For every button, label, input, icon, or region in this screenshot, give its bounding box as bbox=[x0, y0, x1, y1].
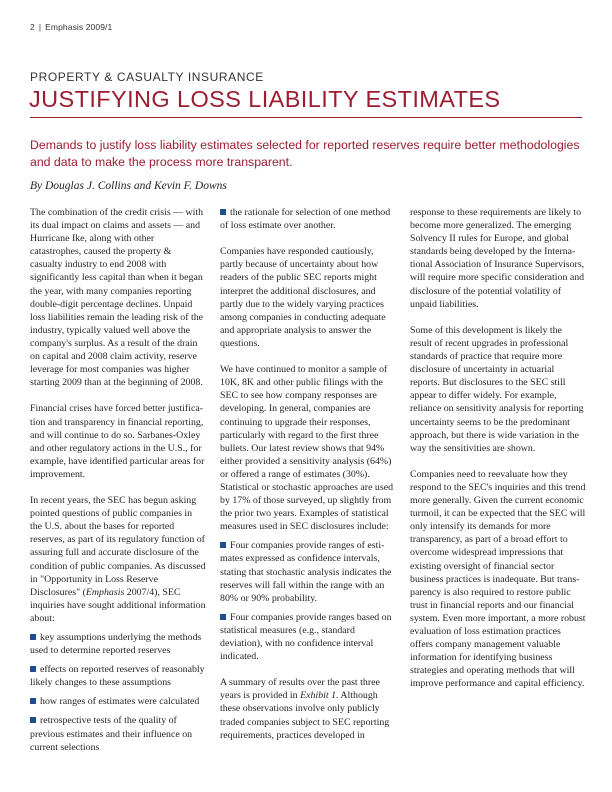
column-2 bbox=[220, 206, 396, 755]
square-bullet-icon bbox=[220, 209, 226, 215]
bullet-item bbox=[30, 695, 206, 708]
square-bullet-icon bbox=[30, 666, 36, 672]
paragraph: Companies have responded cautiously, partly because of uncertainty about how readers of the public SEC reports might interpret the additional disclosures, and partly due to the widely varying practices among companies in conducting adequate and appropriate analysis to answer the questions. bbox=[220, 246, 386, 349]
paragraph: Companies need to reevaluate how they respond to the SEC's inquiries and this trend more generally. Given the current economic turmoil, it can be expected that the SEC will only intensify its demands for more transparency, as part of a broad effort to overcome widespread impressions that existing oversight of financial sector business practices is inadequate. But transparency is also required to restore public trust in financial reports and our financial system. Even more important, a more robust evaluation of loss estimation practices offers company management valuable information for identifying business strategies and operating methods that will improve performance and capital efficiency. bbox=[410, 468, 586, 690]
paragraph: We have continued to monitor a sample of 10K, 8K and other public filings with the SEC to see how company responses are developing. In general, companies are continuing to upgrade their responses, particularly with regard to the first three bullets. Our latest review shows that 94% either provided a sensitivity analysis (64%) or offered a range of estimates (30%). Statistical or stochastic approaches are used by 17% of those surveyed, up slightly from the prior two years. Examples of statistical measures used in SEC disclosures include: bbox=[220, 364, 394, 533]
byline: By Douglas J. Collins and Kevin F. Downs bbox=[30, 180, 227, 192]
square-bullet-icon bbox=[220, 542, 226, 548]
paragraph: response to these requirements are likely to become more generalized. The emerging Solvency II rules for Europe, and global standards being developed by the International Association of Insurance Supervisors, will require more specific consideration and disclosure of the potential volatility of unpaid liabilities. bbox=[410, 207, 585, 310]
text-run: A summary of results over the past three years is provided in bbox=[220, 677, 380, 702]
publication-reference: Emphasis bbox=[85, 586, 125, 598]
square-bullet-icon bbox=[30, 717, 36, 723]
bullet-text: Four companies provide ranges based on statistical measures (e.g., standard deviation), with no confidence interval indicated. bbox=[220, 611, 392, 663]
paragraph bbox=[220, 676, 396, 741]
paragraph bbox=[30, 494, 206, 625]
page-header bbox=[30, 22, 112, 32]
text-run: In recent years, the SEC has begun asking pointed questions of public companies in the U.S. about the bases for reported reserves, as part of its regulatory function of assuring full and accurate disclosure of the condition of public companies. As discussed in "Opportunity in Loss Reserve Disclosures" ( bbox=[30, 495, 206, 598]
paragraph: Some of this development is likely the result of recent upgrades in professional standards of practice that require more disclosure of uncertainty in actuarial reports. But disclosures to the SEC still appear to differ widely. For example, reliance on sensitivity analysis for reporting uncertainty seems to be the predominant approach, but there is wide variation in the way the sensitivities are shown. bbox=[410, 324, 584, 454]
bullet-item bbox=[220, 539, 396, 604]
bullet-text: retrospective tests of the quality of previous estimates and their influence on current selections bbox=[30, 715, 193, 753]
bullet-text: how ranges of estimates were calculated bbox=[40, 696, 200, 708]
square-bullet-icon bbox=[220, 614, 226, 620]
article-title: JUSTIFYING LOSS LIABILITY ESTIMATES bbox=[29, 86, 501, 112]
title-divider bbox=[30, 117, 582, 118]
bullet-item bbox=[30, 631, 206, 657]
bullet-item bbox=[220, 611, 396, 663]
text-run: . Although these observations involve only publicly traded companies subject to SEC reporting requirements, practices developed in bbox=[220, 690, 390, 741]
square-bullet-icon bbox=[30, 634, 36, 640]
bullet-text: the rationale for selection of one method of loss estimate over another. bbox=[220, 207, 391, 232]
page-number: 2 bbox=[30, 22, 35, 32]
text-run: 2007/4), SEC inquiries have sought additional information about: bbox=[30, 586, 206, 624]
article-deck: Demands to justify loss liability estimates selected for reported reserves require better methodologies and data to make the process more transparent. bbox=[30, 138, 580, 169]
exhibit-reference: Exhibit 1 bbox=[300, 690, 337, 702]
header-separator: | bbox=[38, 22, 42, 32]
publication-name: Emphasis 2009/1 bbox=[45, 22, 113, 32]
column-1 bbox=[30, 206, 206, 760]
bullet-text: Four companies provide ranges of estimates expressed as confidence intervals, stating that stochastic analysis indicates the reserves will fall within the range with an 80% or 90% probability. bbox=[220, 540, 392, 604]
bullet-text: key assumptions underlying the methods used to determine reported reserves bbox=[30, 632, 202, 657]
bullet-text: effects on reported reserves of reasonably likely changes to these assumptions bbox=[30, 664, 205, 689]
bullet-item bbox=[220, 206, 396, 232]
bullet-item bbox=[30, 714, 206, 753]
paragraph: The combination of the credit crisis — with its dual impact on claims and assets — and Hurricane Ike, along with other catastrophes, caused the property & casualty industry to end 2008 with significantly less capital than when it began the year, with many companies reporting double-digit percentage declines. Unpaid loss liabilities remain the leading risk of the industry, typically valued well above the company's surplus. As a result of the drain on capital and 2008 claim activity, reserve leverage for most companies was higher starting 2009 than at the beginning of 2008. bbox=[30, 207, 204, 389]
paragraph: Financial crises have forced better justification and transparency in financial reporting, and will continue to do so. Sarbanes-Oxley and other regulatory actions in the U.S., for example, have identified particular areas for improvement. bbox=[30, 403, 205, 480]
bullet-item bbox=[30, 663, 206, 689]
square-bullet-icon bbox=[30, 698, 36, 704]
section-label: PROPERTY & CASUALTY INSURANCE bbox=[30, 70, 264, 84]
column-3 bbox=[410, 206, 586, 704]
